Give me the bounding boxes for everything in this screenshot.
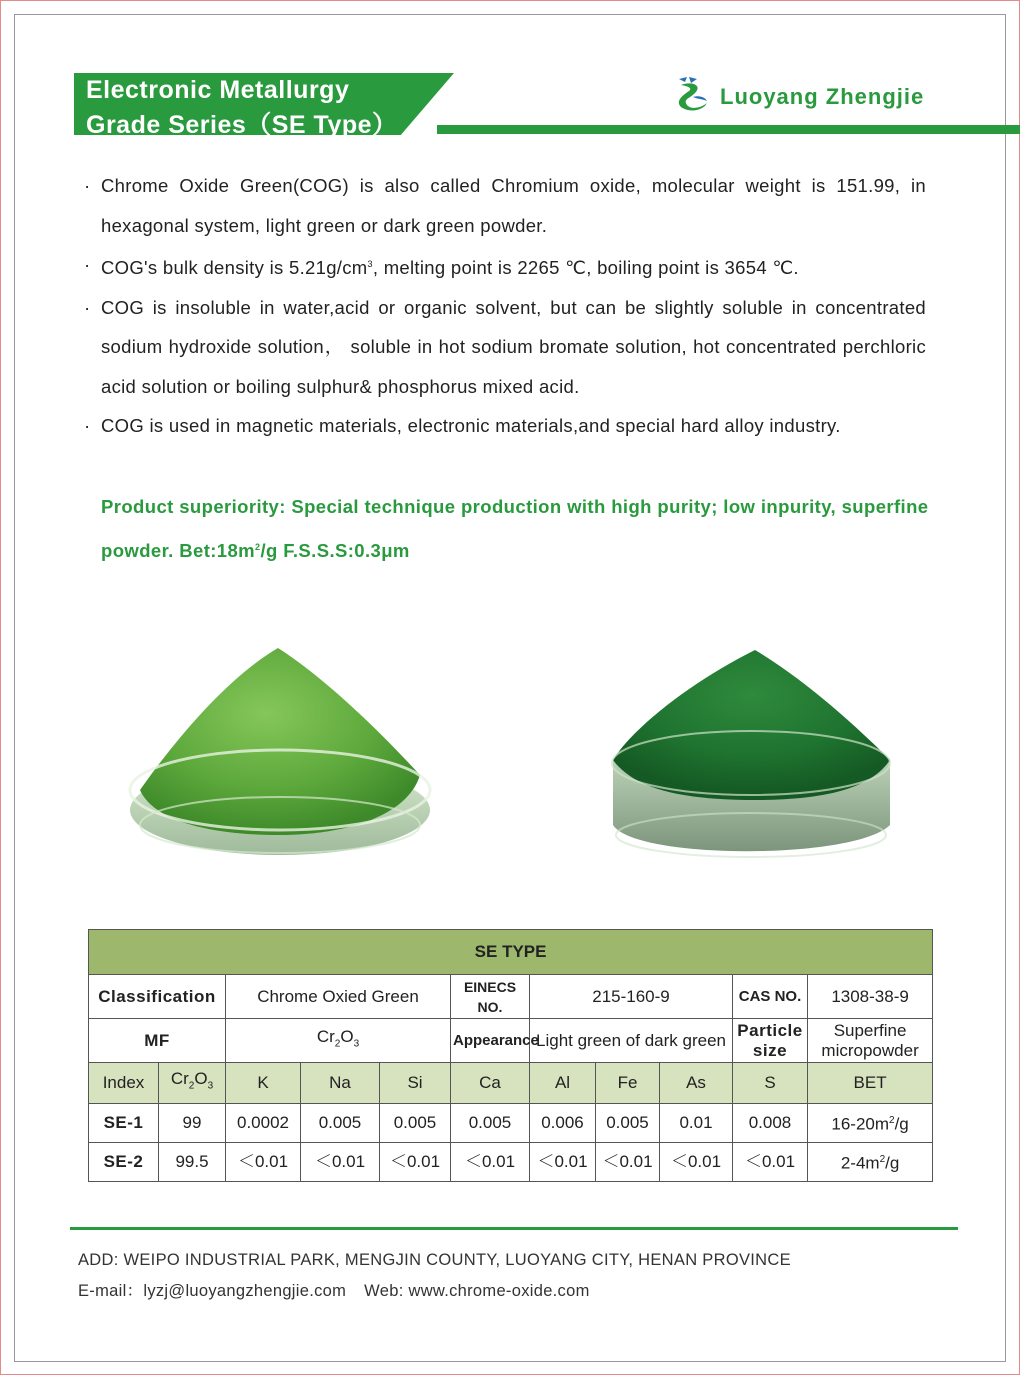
- web-link[interactable]: www.chrome-oxide.com: [408, 1282, 590, 1300]
- col-header-bet: BET: [808, 1063, 933, 1104]
- table-row: [89, 975, 933, 1019]
- col-header-as: As: [660, 1063, 733, 1104]
- col-header-k: K: [226, 1063, 301, 1104]
- row-index: SE-2: [89, 1143, 159, 1182]
- table-row: [89, 1104, 933, 1143]
- cell-as: ＜0.01: [660, 1143, 733, 1182]
- email-link[interactable]: lyzj@luoyangzhengjie.com: [143, 1282, 347, 1300]
- classification-label: Classification: [89, 975, 226, 1019]
- spec-table: [88, 929, 933, 1182]
- cell-k: ＜0.01: [226, 1143, 301, 1182]
- cell-fe: 0.005: [596, 1104, 660, 1143]
- particle-size-value: Superfine micropowder: [808, 1019, 933, 1063]
- cell-si: ＜0.01: [380, 1143, 451, 1182]
- light-green-powder-dish: [128, 640, 433, 860]
- description-list: [84, 166, 926, 446]
- product-superiority: [101, 486, 941, 571]
- mf-sub-2: 2: [334, 1038, 341, 1050]
- zhengjie-logo-icon: [673, 75, 713, 113]
- density-text-end: , melting point is 2265 ℃, boiling point is 3654 ℃.: [372, 257, 799, 279]
- superiority-text: Product superiority: Special technique production with high purity; low inpurity, superfine powder. Bet:18m: [101, 496, 929, 562]
- email-label: E-mail：: [78, 1282, 144, 1300]
- mf-cr: Cr: [316, 1026, 335, 1046]
- density-sup: 3: [367, 259, 373, 269]
- col-header-al: Al: [530, 1063, 596, 1104]
- cell-al: 0.006: [530, 1104, 596, 1143]
- bullet-text: COG is insoluble in water,acid or organic solvent, but can be slightly soluble in concentrated sodium hydroxide solution， soluble in hot sodium bromate solution, hot concentrated perchloric acid solution or boiling sulphur& phosphorus mixed acid.: [101, 296, 926, 397]
- table-row: [89, 1019, 933, 1063]
- web-label: Web:: [364, 1282, 404, 1300]
- cell-fe: ＜0.01: [596, 1143, 660, 1182]
- footer-address: ADD: WEIPO INDUSTRIAL PARK, MENGJIN COUNTY, LUOYANG CITY, HENAN PROVINCE: [78, 1251, 791, 1269]
- cell-as: 0.01: [660, 1104, 733, 1143]
- cell-ca: ＜0.01: [451, 1143, 530, 1182]
- list-item: · COG's bulk density is $5.21g/cm^3$, melting point is 2265 ℃, boiling point is 3654 ℃.: [84, 254, 799, 279]
- header-rule: [437, 125, 1020, 134]
- density-text: [101, 257, 799, 278]
- einecs-value: 215-160-9: [530, 975, 733, 1019]
- classification-value: Chrome Oxied Green: [226, 975, 451, 1019]
- col-header-cr2o3: $Cr_2O_3$: [159, 1063, 226, 1104]
- cell-s: 0.008: [733, 1104, 808, 1143]
- col-header-fe: Fe: [596, 1063, 660, 1104]
- col-header-ca: Ca: [451, 1063, 530, 1104]
- page-title-line-2: Grade Series（SE Type）: [86, 111, 398, 139]
- mf-o: O: [340, 1026, 354, 1046]
- cell-na: ＜0.01: [301, 1143, 380, 1182]
- col-header-na: Na: [301, 1063, 380, 1104]
- mf-value: [226, 1019, 451, 1063]
- table-type-header: SE TYPE: [89, 930, 933, 975]
- cell-s: ＜0.01: [733, 1143, 808, 1182]
- cas-value: 1308-38-9: [808, 975, 933, 1019]
- company-name: Luoyang Zhengjie: [720, 84, 925, 109]
- footer-contact: [78, 1277, 590, 1301]
- particle-size-label: Particle size: [733, 1019, 808, 1063]
- cell-cr2o3: 99: [159, 1104, 226, 1143]
- appearance-label: Appearance: [451, 1019, 530, 1063]
- table-row: [89, 1143, 933, 1182]
- list-item: · Chrome Oxide Green(COG) is also called Chromium oxide, molecular weight is 151.99, in hexagonal system, light green or dark green powder.: [84, 175, 926, 236]
- row-index: SE-1: [89, 1104, 159, 1143]
- page-title-line-1: Electronic Metallurgy: [86, 76, 350, 104]
- dark-green-powder-dish: [605, 645, 897, 875]
- list-item: · COG is used in magnetic materials, electronic materials,and special hard alloy industry.: [84, 415, 841, 437]
- bet-sup: 2: [889, 1115, 895, 1127]
- cell-na: 0.005: [301, 1104, 380, 1143]
- bet-value: 16-20m: [831, 1114, 890, 1134]
- bet-unit: /g: [885, 1153, 900, 1173]
- footer-rule: [70, 1227, 958, 1230]
- bet-sup: 2: [879, 1154, 886, 1166]
- bet-unit: /g: [894, 1114, 909, 1134]
- bet-value: 2-4m: [840, 1153, 880, 1173]
- superiority-sup: 2: [255, 542, 261, 552]
- col-header-s: S: [733, 1063, 808, 1104]
- einecs-label: EINECS NO.: [451, 975, 530, 1019]
- col-header-index: Index: [89, 1063, 159, 1104]
- list-item: · COG is insoluble in water,acid or organic solvent, but can be slightly soluble in concentrated sodium hydroxide solution， soluble in hot sodium bromate solution, hot concentrated perchloric acid solution or boiling sulphur& phosphorus mixed acid.: [84, 296, 926, 397]
- cell-si: 0.005: [380, 1104, 451, 1143]
- cell-cr2o3: 99.5: [159, 1143, 226, 1182]
- bullet-text: Chrome Oxide Green(COG) is also called Chromium oxide, molecular weight is 151.99, in hexagonal system, light green or dark green powder.: [101, 175, 926, 236]
- superiority-text-end: /g F.S.S.S:0.3μm: [260, 540, 410, 562]
- mf-sub-3: 3: [353, 1038, 360, 1050]
- cell-al: ＜0.01: [530, 1143, 596, 1182]
- appearance-value: Light green of dark green: [530, 1019, 733, 1063]
- cell-ca: 0.005: [451, 1104, 530, 1143]
- cas-label: CAS NO.: [733, 975, 808, 1019]
- density-text-main: COG's bulk density is 5.21g/cm: [101, 257, 368, 279]
- cell-k: 0.0002: [226, 1104, 301, 1143]
- cell-bet: [808, 1104, 933, 1143]
- col-header-si: Si: [380, 1063, 451, 1104]
- cell-bet: [808, 1143, 933, 1182]
- table-column-headers: [89, 1063, 933, 1104]
- mf-label: MF: [89, 1019, 226, 1063]
- bullet-text: COG is used in magnetic materials, electronic materials,and special hard alloy industry.: [101, 415, 841, 437]
